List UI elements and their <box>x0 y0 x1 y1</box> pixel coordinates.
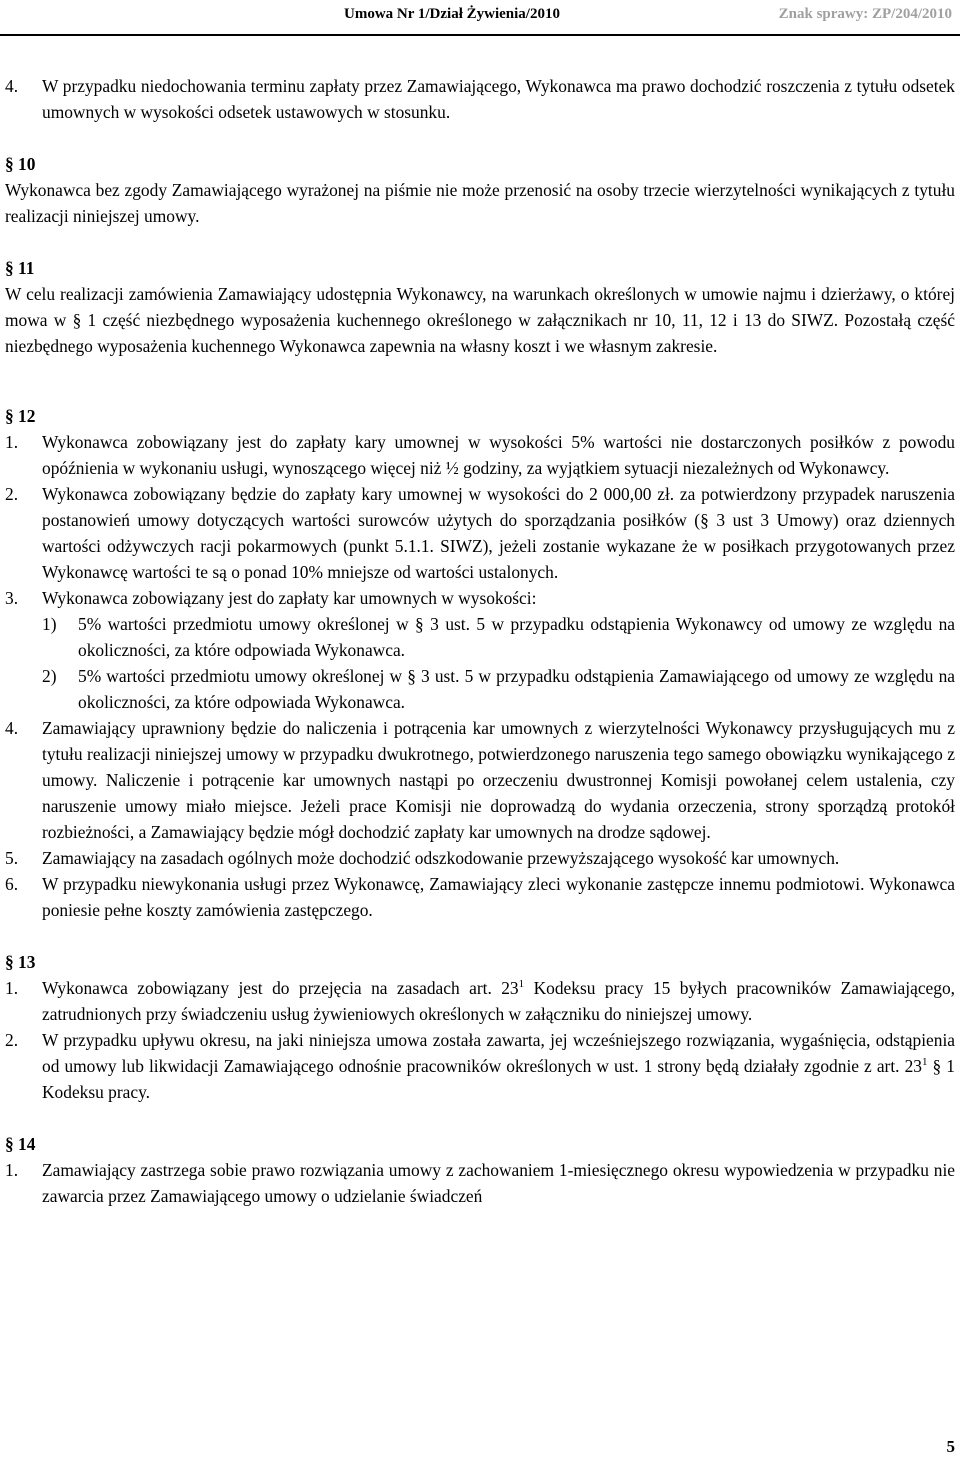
paragraph-item <box>5 585 955 611</box>
case-number: Znak sprawy: ZP/204/2010 <box>778 6 952 22</box>
page-number: 5 <box>946 1437 955 1456</box>
item-number: 1. <box>5 978 19 998</box>
section-10-text: Wykonawca bez zgody Zamawiającego wyrażonej na piśmie nie może przenosić na osoby trzecie wierzytelności wynikających z tytułu realizacji niniejszej umowy. <box>5 180 955 226</box>
superscript: 1 <box>518 978 525 991</box>
section-heading-14: § 14 <box>5 1134 36 1154</box>
page-header <box>344 6 952 26</box>
item-text: Zamawiający zastrzega sobie prawo rozwiązania umowy z zachowaniem 1-miesięcznego okresu wypowiedzenia w przypadku nie zawarcia przez Zamawiającego umowy o udzielanie świadczeń <box>42 1160 955 1206</box>
paragraph-item <box>5 481 955 585</box>
item-number: 2. <box>5 484 19 504</box>
item-text: Wykonawca zobowiązany będzie do zapłaty kary umownej w wysokości do 2 000,00 zł. za potwierdzony przypadek naruszenia postanowień umowy dotyczących wartości surowców użytych do sporządzania posiłków (§ 3 ust 3 Umowy) oraz dziennych wartości odżywczych racji pokarmowych (punkt 5.1.1. SIWZ), jeżeli zostanie wykazane że w posiłkach przygotowanych przez Wykonawcę wartości te są o ponad 10% mniejsze od wartości ustalonych. <box>42 484 955 582</box>
item-number: 4. <box>5 76 19 96</box>
header-divider <box>0 34 960 36</box>
paragraph-item <box>5 845 955 871</box>
item-text: Wykonawca zobowiązany jest do zapłaty kar umownych w wysokości: <box>42 588 537 608</box>
paragraph-item <box>5 975 955 1027</box>
item-number: 1. <box>5 432 19 452</box>
item-number: 3. <box>5 588 19 608</box>
item-text: Zamawiający uprawniony będzie do naliczenia i potrącenia kar umownych z wierzytelności Wykonawcy przysługujących mu z tytułu realizacji niniejszej umowy w przypadku dwukrotnego, potwierdzonego naruszenia tego samego obowiązku wynikającego z umowy. Naliczenie i potrącenie kar umownych nastąpi po orzeczeniu dwustronnej Komisji powołanej celem ustalenia, czy naruszenie umowy miało miejsce. Jeżeli prace Komisji nie doprowadzą do wydania orzeczenia, strony sporządzą protokół rozbieżności, a Zamawiający będzie mógł dochodzić zapłaty kar umownych na drodze sądowej. <box>42 718 955 842</box>
item-text: W przypadku upływu okresu, na jaki niniejsza umowa została zawarta, jej wcześniejszego rozwiązania, wygaśnięcia, odstąpienia od umowy lub likwidacji Zamawiającego odnośnie pracowników określonych w ust. 1 strony będą działały zgodnie z art. 23 <box>42 1030 955 1076</box>
sub-item-text: 5% wartości przedmiotu umowy określonej w § 3 ust. 5 w przypadku odstąpienia Wykonawcy od umowy ze względu na okoliczności, za które odpowiada Wykonawca. <box>78 614 955 660</box>
sub-item-number: 1) <box>42 614 57 634</box>
section-heading-11: § 11 <box>5 258 35 278</box>
paragraph-item <box>5 73 955 125</box>
item-text: § 1 Kodeksu pracy. <box>42 1056 955 1102</box>
section-heading-13: § 13 <box>5 952 36 972</box>
section-heading-10: § 10 <box>5 154 36 174</box>
superscript: 1 <box>921 1056 928 1069</box>
paragraph-item <box>5 871 955 923</box>
sub-item-number: 2) <box>42 666 57 686</box>
sub-paragraph-item <box>5 663 955 715</box>
item-number: 2. <box>5 1030 19 1050</box>
document-title: Umowa Nr 1/Dział Żywienia/2010 <box>344 6 560 22</box>
item-number: 1. <box>5 1160 19 1180</box>
paragraph-item <box>5 1027 955 1105</box>
paragraph-item <box>5 1157 955 1209</box>
paragraph-item <box>5 715 955 845</box>
sub-item-text: 5% wartości przedmiotu umowy określonej w § 3 ust. 5 w przypadku odstąpienia Zamawiającego od umowy ze względu na okoliczności, za które odpowiada Wykonawca. <box>78 666 955 712</box>
document-body <box>5 73 955 1209</box>
sub-paragraph-item <box>5 611 955 663</box>
paragraph-item <box>5 429 955 481</box>
item-text: Zamawiający na zasadach ogólnych może dochodzić odszkodowanie przewyższającego wysokość kar umownych. <box>42 848 840 868</box>
item-number: 4. <box>5 718 19 738</box>
section-heading-12: § 12 <box>5 406 36 426</box>
item-text: W przypadku niedochowania terminu zapłaty przez Zamawiającego, Wykonawca ma prawo dochodzić roszczenia z tytułu odsetek umownych w wysokości odsetek ustawowych w stosunku. <box>42 76 955 122</box>
item-number: 5. <box>5 848 19 868</box>
item-text: W przypadku niewykonania usługi przez Wykonawcę, Zamawiający zleci wykonanie zastępcze innemu podmiotowi. Wykonawca poniesie pełne koszty zamówienia zastępczego. <box>42 874 955 920</box>
item-text: Wykonawca zobowiązany jest do zapłaty kary umownej w wysokości 5% wartości nie dostarczonych posiłków z powodu opóźnienia w wykonaniu usługi, wynoszącego więcej niż ½ godziny, za wyjątkiem sytuacji niezależnych od Wykonawcy. <box>42 432 955 478</box>
item-text: Wykonawca zobowiązany jest do przejęcia na zasadach art. 23 <box>42 978 519 998</box>
item-text: Kodeksu pracy 15 byłych pracowników Zamawiającego, zatrudnionych przy świadczeniu usług żywieniowych określonych w załączniku do niniejszej umowy. <box>42 978 956 1024</box>
section-11-text: W celu realizacji zamówienia Zamawiający udostępnia Wykonawcy, na warunkach określonych w umowie najmu i dzierżawy, o której mowa w § 1 część niezbędnego wyposażenia kuchennego określonego w załącznikach nr 10, 11, 12 i 13 do SIWZ. Pozostałą część niezbędnego wyposażenia kuchennego Wykonawca zapewnia na własny koszt i we własnym zakresie. <box>5 284 955 356</box>
item-number: 6. <box>5 874 19 894</box>
